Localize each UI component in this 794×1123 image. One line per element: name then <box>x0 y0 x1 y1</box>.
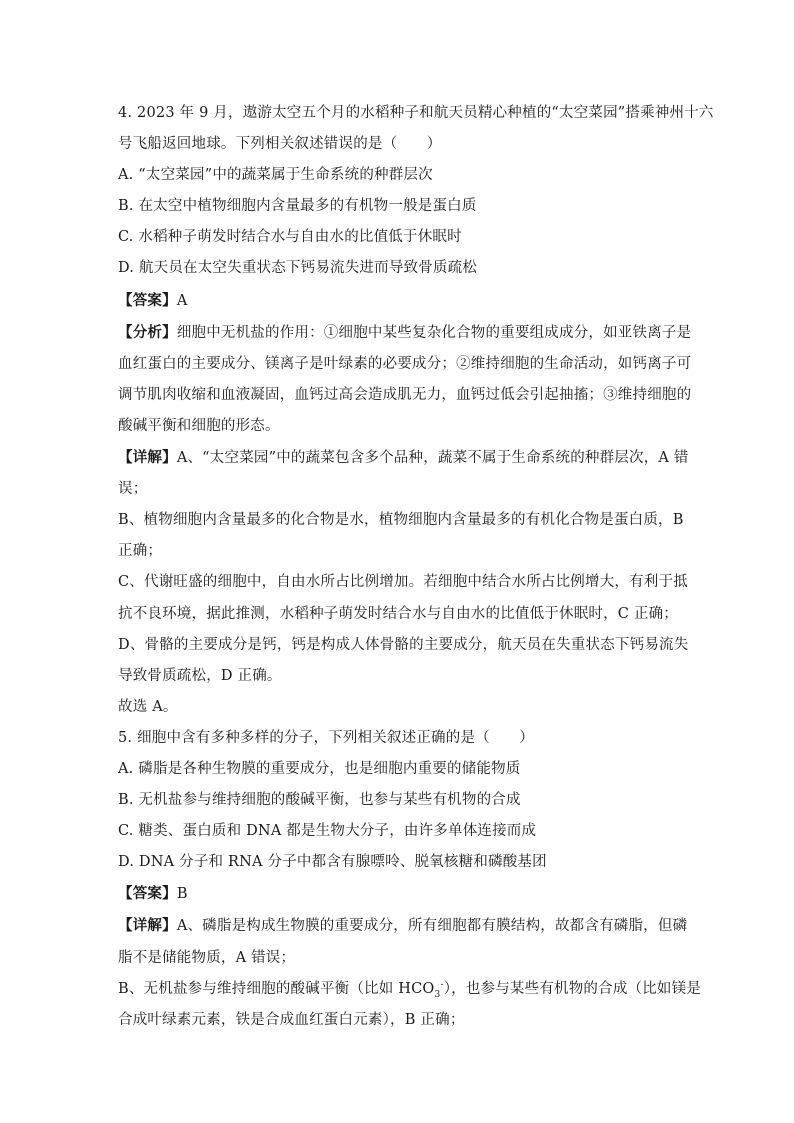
answer-tag: 【答案】 <box>118 885 177 903</box>
answer-tag: 【答案】 <box>118 291 177 309</box>
detail-text: A、磷脂是构成生物膜的重要成分，所有细胞都有膜结构，故都含有磷脂，但磷 <box>176 918 688 935</box>
q4-conclusion: 故选 A。 <box>118 698 178 715</box>
q4-detail-c-line2: 抗不良环境，据此推测，水稻种子萌发时结合水与自由水的比值低于休眠时，C 正确； <box>118 605 679 622</box>
q4-detail-b-line2: 正确； <box>118 543 163 560</box>
subscript-3: 3 <box>434 989 441 1000</box>
q4-detail-d-line1: D、骨骼的主要成分是钙，钙是构成人体骨骼的主要成分，航天员在失重状态下钙易流失 <box>118 636 689 653</box>
detail-tag: 【详解】 <box>118 449 177 467</box>
q4-stem-line2: 号飞船返回地球。下列相关叙述错误的是（ ） <box>118 136 442 153</box>
q5-option-d: D. DNA 分子和 RNA 分子中都含有腺嘌呤、脱氧核糖和磷酸基团 <box>118 854 547 871</box>
q4-option-d: D. 航天员在太空失重状态下钙易流失进而导致骨质疏松 <box>118 260 478 277</box>
detail-tag: 【详解】 <box>118 917 177 935</box>
q4-detail-a-line2: 误； <box>118 481 148 498</box>
q4-detail-d-line2: 导致骨质疏松，D 正确。 <box>118 667 282 684</box>
answer-value: A <box>176 292 188 309</box>
q4-answer <box>118 285 678 317</box>
q5-detail-a-line2: 脂不是储能物质，A 错误； <box>118 949 296 966</box>
q5-detail-b-line1 <box>118 974 702 1005</box>
q4-analysis-line4: 酸碱平衡和细胞的形态。 <box>118 417 280 434</box>
q4-detail-b-line1: B、植物细胞内含量最多的化合物是水，植物细胞内含量最多的有机化合物是蛋白质，B <box>118 512 684 529</box>
analysis-text: 细胞中无机盐的作用：①细胞中某些复杂化合物的重要组成成分，如亚铁离子是 <box>176 324 692 341</box>
answer-value: B <box>176 886 188 903</box>
q5-stem: 5. 细胞中含有多种多样的分子，下列相关叙述正确的是（ ） <box>118 729 534 746</box>
q4-analysis-line3: 调节肌肉收缩和血液凝固，血钙过高会造成肌无力，血钙过低会引起抽搐；③维持细胞的 <box>118 386 692 403</box>
analysis-tag: 【分析】 <box>118 323 177 341</box>
q4-option-a: A. “太空菜园”中的蔬菜属于生命系统的种群层次 <box>118 167 433 184</box>
q4-option-c: C. 水稻种子萌发时结合水与自由水的比值低于休眠时 <box>118 229 462 246</box>
superscript-minus: - <box>440 979 444 990</box>
q5-detail-a-line1 <box>118 910 688 942</box>
q4-option-b: B. 在太空中植物细胞内含量最多的有机物一般是蛋白质 <box>118 198 477 215</box>
q4-analysis-line2: 血红蛋白的主要成分、镁离子是叶绿素的必要成分；②维持细胞的生命活动，如钙离子可 <box>118 355 692 372</box>
detail-b-text-pre: B、无机盐参与维持细胞的酸碱平衡（比如 HCO <box>118 980 435 997</box>
q4-stem-line1: 4. 2023 年 9 月，遨游太空五个月的水稻种子和航天员精心种植的“太空菜园”搭乘神州十六 <box>118 105 714 121</box>
q4-analysis-line1 <box>118 317 692 349</box>
q5-answer <box>118 878 678 910</box>
q5-detail-b-line2: 合成叶绿素元素，铁是合成血红蛋白元素），B 正确； <box>118 1011 465 1028</box>
document-page <box>118 98 714 1036</box>
detail-text: A、“太空菜园”中的蔬菜包含多个品种，蔬菜不属于生命系统的种群层次，A 错 <box>176 450 689 467</box>
q4-detail-c-line1: C、代谢旺盛的细胞中，自由水所占比例增加。若细胞中结合水所占比例增大，有利于抵 <box>118 574 688 591</box>
q5-option-a: A. 磷脂是各种生物膜的重要成分，也是细胞内重要的储能物质 <box>118 760 521 777</box>
q5-option-b: B. 无机盐参与维持细胞的酸碱平衡，也参与某些有机物的合成 <box>118 792 521 809</box>
detail-b-text-post: ），也参与某些有机物的合成（比如镁是 <box>443 980 702 997</box>
q4-detail-a-line1 <box>118 442 689 474</box>
q5-option-c: C. 糖类、蛋白质和 DNA 都是生物大分子，由许多单体连接而成 <box>118 823 537 840</box>
